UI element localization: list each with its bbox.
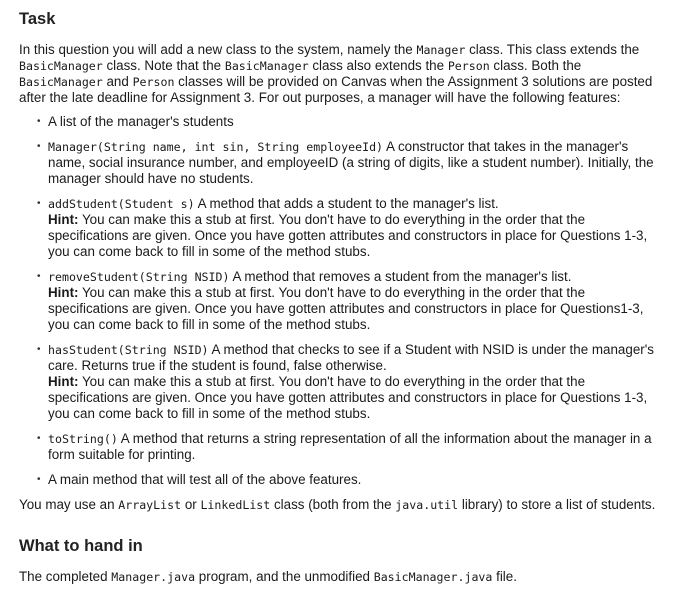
intro-text-2: class. This class extends the: [465, 42, 640, 57]
intro-text-5: class. Both the: [489, 58, 582, 73]
intro-code-4: Person: [447, 59, 490, 73]
handin-heading: What to hand in: [19, 537, 143, 555]
intro-text-4: class also extends the: [308, 58, 448, 73]
feature-text: A method that adds a student to the manager's list.: [194, 196, 499, 211]
feature-code: addStudent(Student s): [48, 197, 195, 211]
feature-code: toString(): [48, 432, 118, 446]
hint-text: You can make this a stub at first. You don't have to do everything in the order that the specifications are given. Once you have gotten attributes and constructors in place for Questions1-3, you can come back to fill in some of the method stubs.: [48, 285, 644, 332]
feature-code: Manager(String name, int sin, String employeeId): [48, 140, 384, 154]
feature-item-main-method: [37, 472, 668, 488]
feature-text: A method that checks to see if a Student with NSID is under the manager's care. Returns true if the student is found, false otherwise.: [48, 342, 654, 373]
after-text-1: You may use an: [19, 497, 119, 512]
handin-text-3: file.: [492, 569, 517, 584]
after-code-2: LinkedList: [200, 498, 271, 512]
bullet-icon: •: [37, 474, 41, 485]
hint-text: You can make this a stub at first. You don't have to do everything in the order that the specifications are given. Once you have gotten attributes and constructors in place for Questions 1-3, you can come back to fill in some of the method stubs.: [48, 212, 648, 259]
bullet-icon: •: [37, 344, 41, 355]
storage-note-paragraph: [19, 497, 668, 513]
task-intro-paragraph: [19, 42, 668, 106]
feature-item-has-student: [37, 342, 668, 422]
after-code-3: java.util: [395, 498, 459, 512]
feature-item-add-student: [37, 196, 668, 260]
bullet-icon: •: [37, 271, 41, 282]
feature-item-students-list: [37, 114, 668, 130]
bullet-icon: •: [37, 198, 41, 209]
handin-text-2: program, and the unmodified: [195, 569, 374, 584]
after-code-1: ArrayList: [118, 498, 182, 512]
handin-code-1: Manager.java: [111, 570, 196, 584]
feature-text: A list of the manager's students: [48, 114, 234, 129]
after-text-3: class (both from the: [270, 497, 396, 512]
intro-code-3: BasicManager: [224, 59, 309, 73]
feature-text: A constructor that takes in the manager's name, social insurance number, and employeeID (a string of digits, like a student number). Initially, the manager should have no students.: [48, 139, 654, 186]
features-list: [19, 114, 668, 488]
feature-text: A method that removes a student from the manager's list.: [229, 269, 572, 284]
intro-text-3: class. Note that the: [102, 58, 225, 73]
feature-item-constructor: [37, 139, 668, 187]
intro-code-1: Manager: [416, 43, 466, 57]
hint-label: Hint:: [48, 285, 79, 300]
intro-code-5: BasicManager: [19, 75, 103, 89]
feature-text: A main method that will test all of the above features.: [48, 472, 362, 487]
intro-text-7: classes will be provided on Canvas when the Assignment 3 solutions are posted after the late deadline for Assignment 3. For out purposes, a manager will have the following features:: [19, 74, 653, 105]
feature-code: hasStudent(String NSID): [48, 343, 209, 357]
bullet-icon: •: [37, 141, 41, 152]
feature-code: removeStudent(String NSID): [48, 270, 230, 284]
handin-text-1: The completed: [19, 569, 112, 584]
after-text-2: or: [181, 497, 201, 512]
bullet-icon: •: [37, 433, 41, 444]
hint-text: You can make this a stub at first. You don't have to do everything in the order that the specifications are given. Once you have gotten attributes and constructors in place for Questions 1-3, you can come back to fill in some of the method stubs.: [48, 374, 648, 421]
bullet-icon: •: [37, 116, 41, 127]
feature-item-to-string: [37, 431, 668, 463]
intro-text-1: In this question you will add a new class to the system, namely the: [19, 42, 417, 57]
intro-text-6: and: [102, 74, 133, 89]
intro-code-2: BasicManager: [19, 59, 103, 73]
feature-text: A method that returns a string representation of all the information about the manager in a form suitable for printing.: [48, 431, 652, 462]
intro-code-6: Person: [132, 75, 175, 89]
hint-label: Hint:: [48, 374, 79, 389]
feature-item-remove-student: [37, 269, 668, 333]
handin-code-2: BasicManager.java: [373, 570, 493, 584]
hint-label: Hint:: [48, 212, 79, 227]
task-heading: Task: [19, 10, 56, 28]
after-text-4: library) to store a list of students.: [458, 497, 656, 512]
handin-paragraph: [19, 569, 668, 585]
